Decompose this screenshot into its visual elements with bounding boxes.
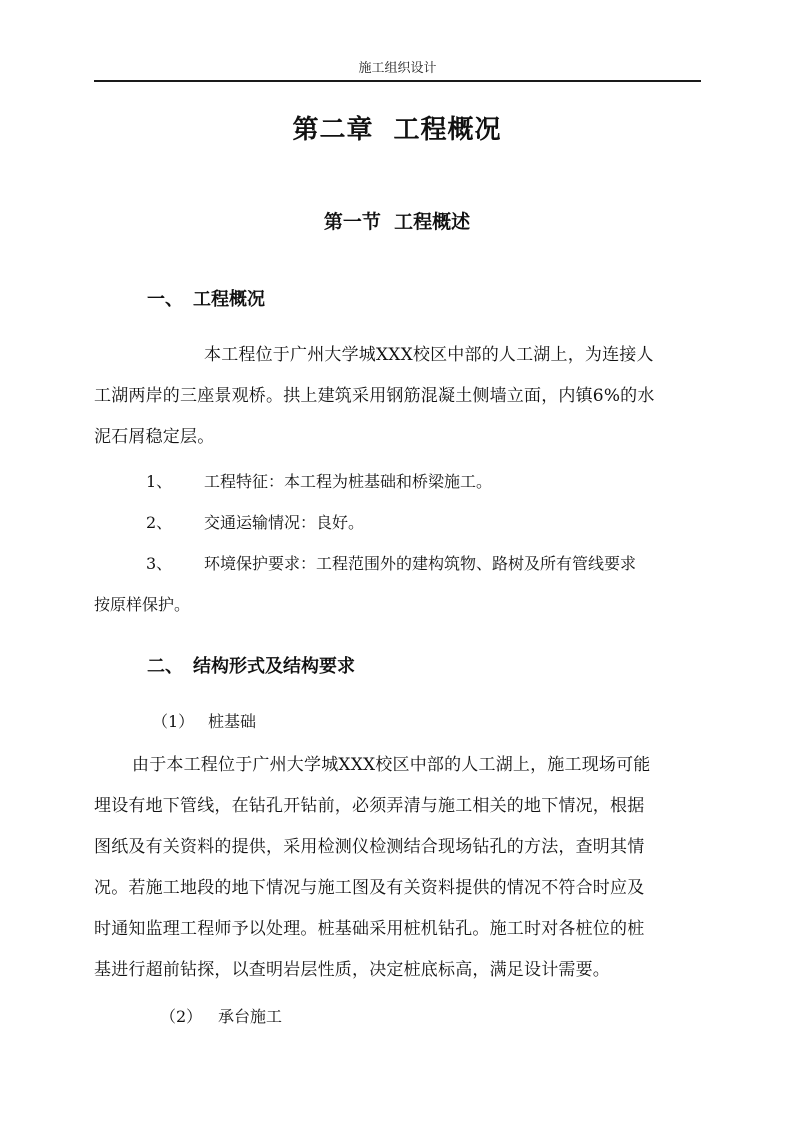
paragraph-overview — [94, 335, 704, 458]
running-header: 施工组织设计 — [358, 61, 437, 76]
list-item — [94, 543, 704, 584]
heading-structure — [147, 653, 355, 681]
subheading-number: （1） — [152, 712, 195, 731]
heading-project-overview — [147, 286, 265, 314]
paragraph-line: 泥石屑稳定层。 — [94, 427, 215, 447]
heading-text: 工程概况 — [193, 289, 265, 310]
subheading-pile-cap — [160, 1003, 282, 1031]
list-item-text: 工程特征：本工程为桩基础和桥梁施工。 — [204, 472, 493, 491]
list-item-number: 1、 — [146, 472, 173, 491]
paragraph-line: 工湖两岸的三座景观桥。拱上建筑采用钢筋混凝土侧墙立面，内镇6%的水 — [94, 386, 655, 406]
list-item — [94, 502, 704, 543]
section-title: 第一节 工程概述 — [323, 211, 471, 233]
paragraph-line: 埋设有地下管线，在钻孔开钻前，必须弄清与施工相关的地下情况，根据 — [94, 796, 645, 816]
header-rule — [94, 80, 701, 82]
paragraph-line: 图纸及有关资料的提供，采用检测仪检测结合现场钻孔的方法，查明其情 — [94, 837, 645, 857]
subheading-text: 桩基础 — [208, 712, 257, 731]
paragraph-line: 基进行超前钻探，以查明岩层性质，决定桩底标高，满足设计需要。 — [94, 960, 610, 980]
list-item-text: 环境保护要求：工程范围外的建构筑物、路树及所有管线要求 — [204, 554, 637, 573]
list-item-number: 3、 — [146, 554, 173, 573]
list-item-number: 2、 — [146, 513, 173, 532]
paragraph-pile-foundation — [94, 745, 704, 991]
subheading-number: （2） — [160, 1007, 203, 1026]
heading-number: 一、 — [147, 289, 183, 310]
subheading-pile-foundation — [152, 708, 256, 736]
list-item-text: 交通运输情况：良好。 — [204, 513, 365, 532]
paragraph-line: 时通知监理工程师予以处理。桩基础采用桩机钻孔。施工时对各桩位的桩 — [94, 919, 645, 939]
list-item-continuation: 按原样保护。 — [94, 595, 191, 614]
subheading-text: 承台施工 — [218, 1007, 283, 1026]
heading-number: 二、 — [147, 656, 183, 677]
paragraph-line: 由于本工程位于广州大学城XXX校区中部的人工湖上，施工现场可能 — [132, 755, 651, 775]
list-item — [94, 461, 704, 502]
paragraph-line: 况。若施工地段的地下情况与施工图及有关资料提供的情况不符合时应及 — [94, 878, 645, 898]
chapter-title: 第二章 工程概况 — [292, 115, 502, 145]
heading-text: 结构形式及结构要求 — [193, 656, 355, 677]
paragraph-line: 本工程位于广州大学城XXX校区中部的人工湖上，为连接人 — [204, 345, 654, 365]
